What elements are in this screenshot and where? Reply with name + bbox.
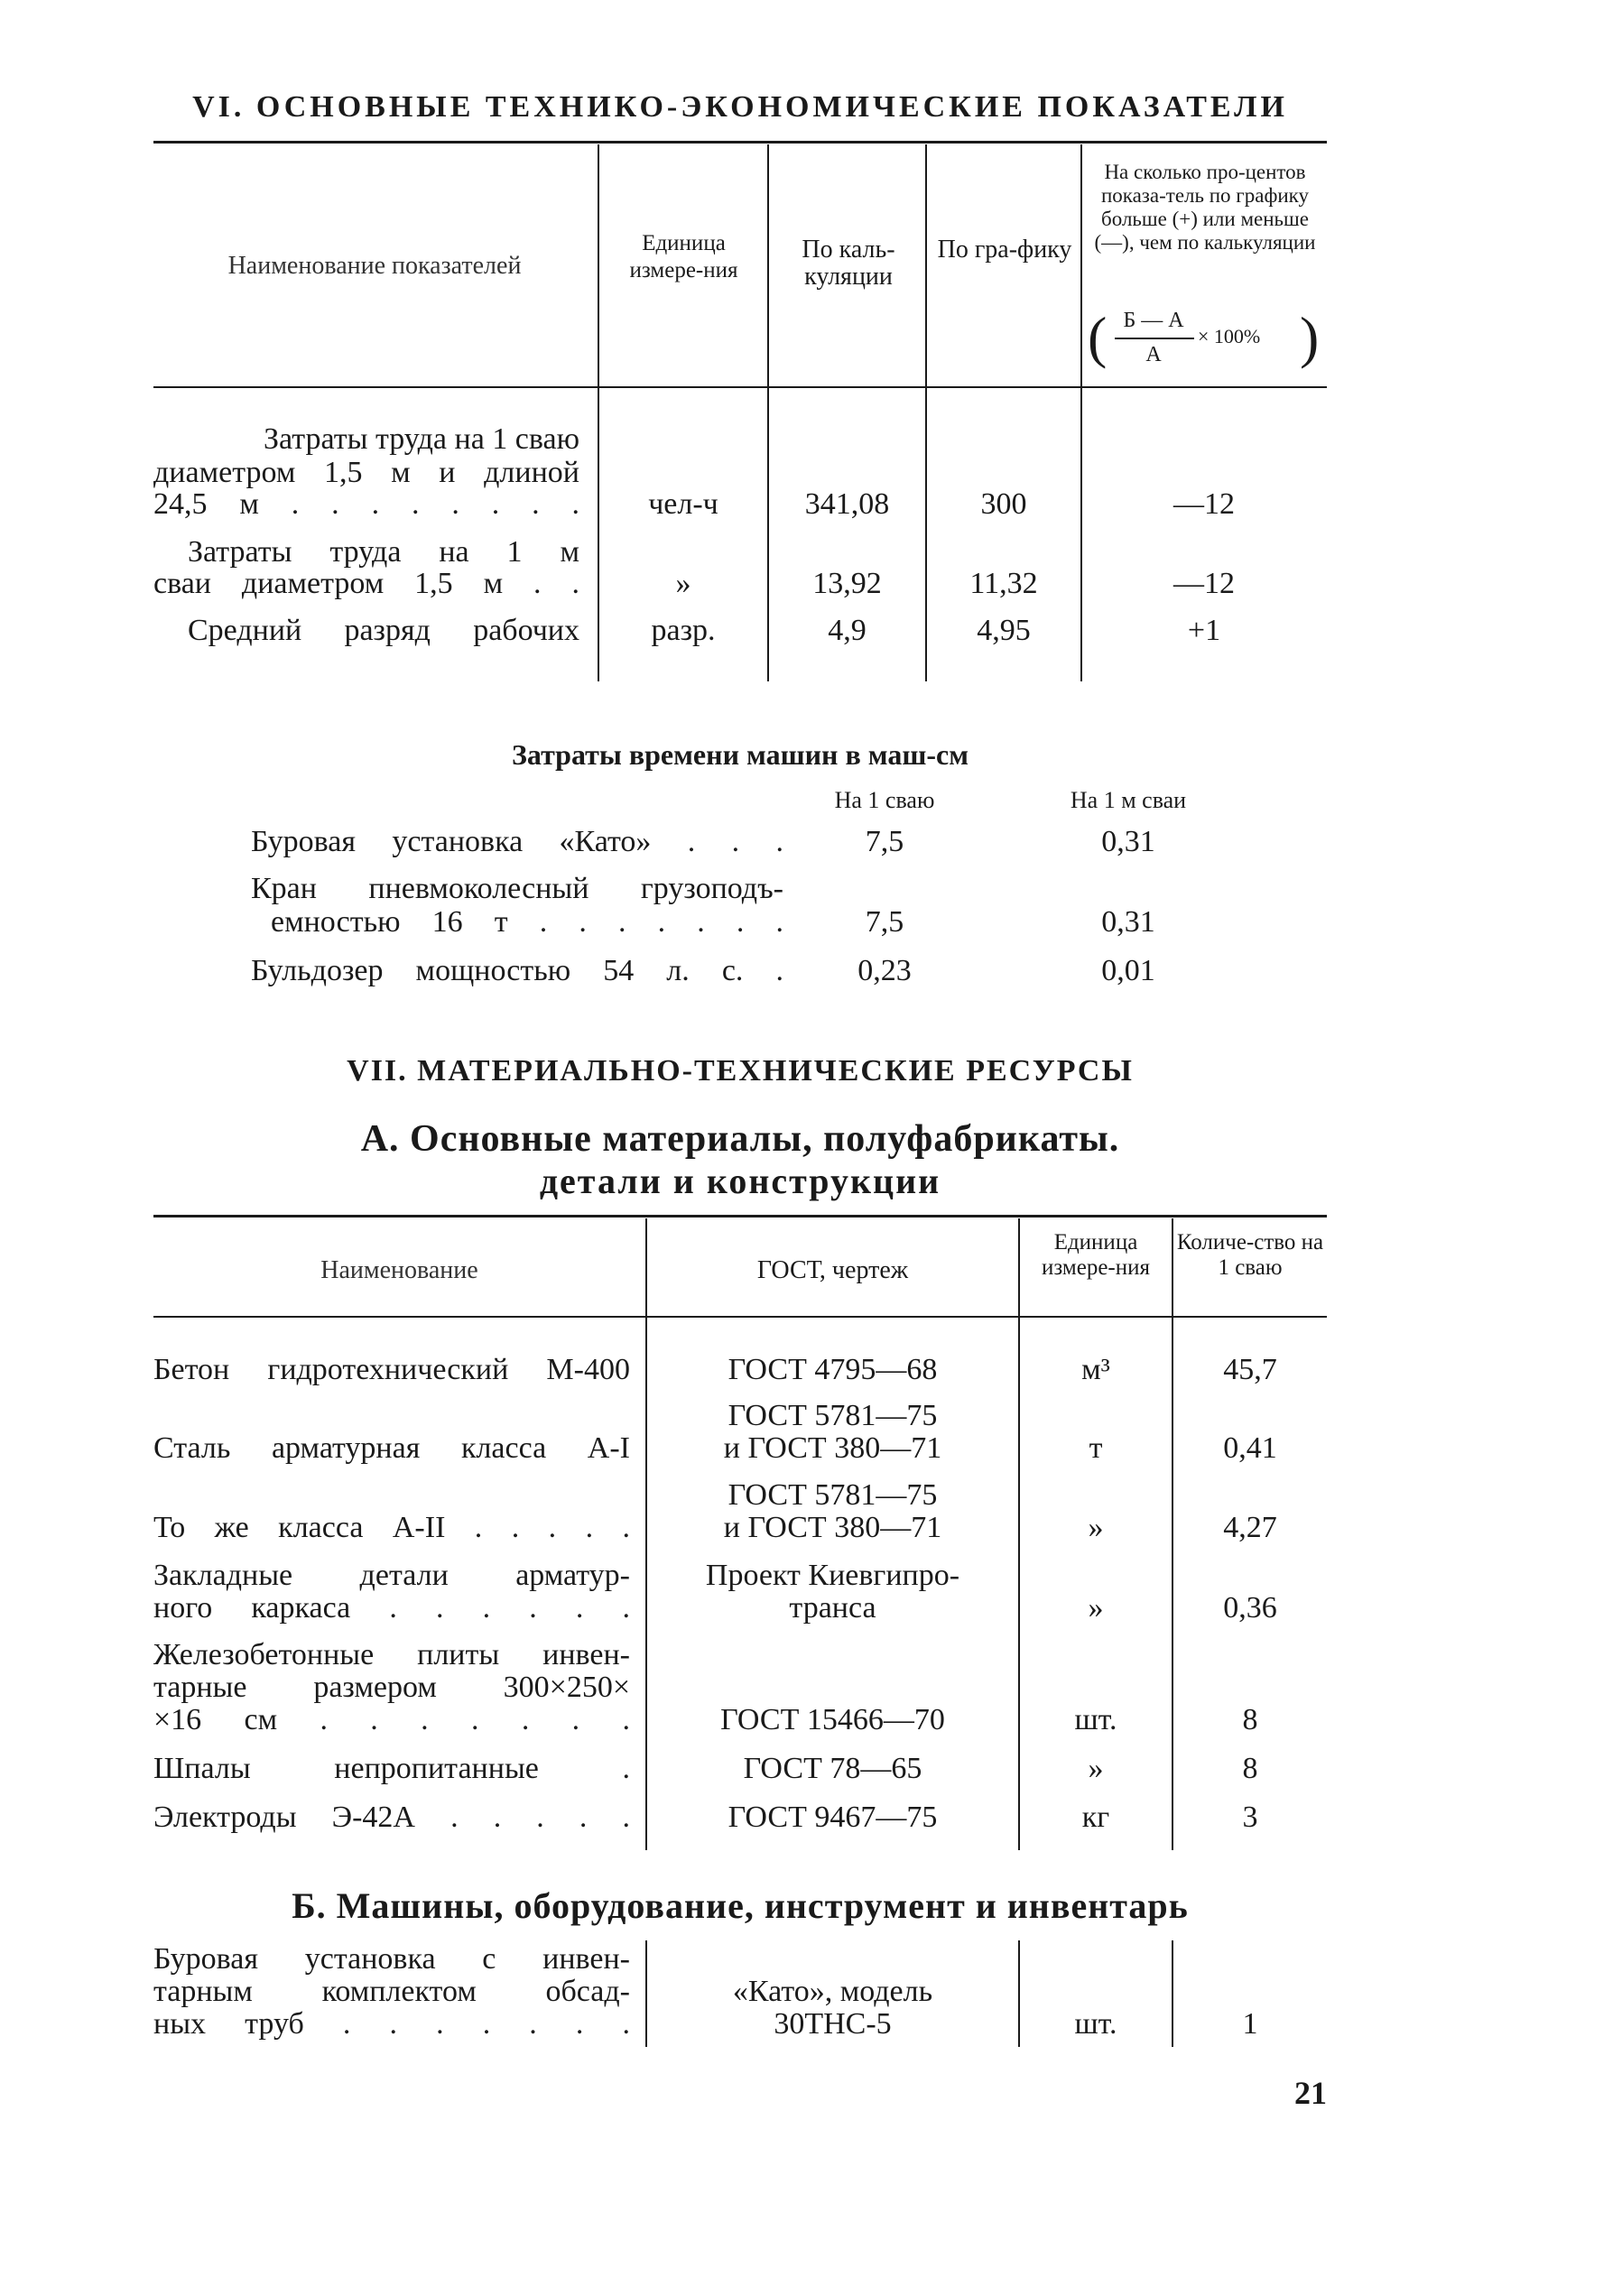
table1-header-unit: Единица измере-ния — [629, 231, 738, 282]
table1-row2-name-l1: Затраты труда на 1 м — [188, 535, 579, 569]
table2-row6-gost: ГОСТ 78—65 — [743, 1752, 922, 1785]
table1-row1-calc: 341,08 — [804, 487, 890, 521]
table1-formula — [1088, 307, 1322, 379]
formula-denominator: А — [1145, 343, 1162, 366]
table2-row1-qty: 45,7 — [1223, 1353, 1277, 1386]
table2-row1-gost: ГОСТ 4795—68 — [728, 1353, 938, 1386]
table1-header-rule — [153, 386, 1327, 388]
table2-top-rule — [153, 1215, 1327, 1217]
table2-header-qty: Количе-ство на 1 сваю — [1176, 1230, 1324, 1280]
table1-row1-unit: чел-ч — [648, 487, 718, 521]
table2-row4-name-l1: Закладные детали арматур- — [153, 1559, 630, 1592]
table2-row2-gost-l2: и ГОСТ 380—71 — [723, 1431, 942, 1465]
table2-row3-name: То же класса А-II . . . . . — [153, 1511, 630, 1544]
table2-row5-name-l1: Железобетонные плиты инвен- — [153, 1638, 630, 1671]
formula-numerator: Б — А — [1123, 309, 1184, 332]
page-number: 21 — [1294, 2075, 1327, 2111]
table1-row2-graph: 11,32 — [969, 567, 1038, 600]
table2-header-rule — [153, 1316, 1327, 1318]
section7-subB: Б. Машины, оборудование, инструмент и инвентарь — [292, 1885, 1189, 1926]
machines-row2-name-l2: емностью 16 т . . . . . . . — [271, 905, 783, 939]
formula-paren-right: ) — [1300, 305, 1320, 369]
table1-row1-percent: —12 — [1173, 487, 1235, 521]
table1-row1-name-l1: Затраты труда на 1 сваю — [264, 422, 579, 456]
table2-row1-unit: м³ — [1081, 1353, 1110, 1386]
table2-row4-name-l2: ного каркаса . . . . . . — [153, 1591, 630, 1625]
formula-bar — [1115, 338, 1194, 339]
table2-row7-name: Электроды Э-42А . . . . . — [153, 1801, 630, 1834]
machines-row1-v2: 0,31 — [1101, 825, 1155, 858]
formula-paren-left: ( — [1088, 305, 1108, 369]
table2-row2-name: Сталь арматурная класса А-I — [153, 1431, 630, 1465]
machines-col2-header: На 1 м сваи — [1070, 787, 1187, 813]
table2-row4-gost-l1: Проект Киевгипро- — [705, 1559, 960, 1592]
table3-row1-name-l3: ных труб . . . . . . . — [153, 2007, 630, 2041]
table2-row2-unit: т — [1089, 1431, 1103, 1465]
section7-title: VII. МАТЕРИАЛЬНО-ТЕХНИЧЕСКИЕ РЕСУРСЫ — [347, 1054, 1134, 1088]
table1-top-rule — [153, 141, 1327, 144]
table1-row1-name-l2: диаметром 1,5 м и длиной — [153, 456, 579, 489]
table1-header-name: Наименование показателей — [227, 252, 522, 280]
table2-row4-gost-l2: транса — [789, 1591, 876, 1625]
table1-row2-name-l2: сваи диаметром 1,5 м . . — [153, 567, 579, 600]
table2-row5-qty: 8 — [1242, 1703, 1258, 1736]
formula-multiplier: × 100% — [1198, 325, 1261, 347]
table1-row2-calc: 13,92 — [812, 567, 882, 600]
table2-row3-qty: 4,27 — [1223, 1511, 1277, 1544]
table3-row1-qty: 1 — [1242, 2007, 1258, 2041]
table2-row3-gost-l1: ГОСТ 5781—75 — [728, 1478, 938, 1512]
table3-row1-gost-l1: «Като», модель — [732, 1975, 933, 2008]
table2-row4-qty: 0,36 — [1223, 1591, 1277, 1625]
table3-row1-unit: шт. — [1074, 2007, 1117, 2041]
table2-header-gost: ГОСТ, чертеж — [756, 1256, 909, 1284]
section6-title: VI. ОСНОВНЫЕ ТЕХНИКО-ЭКОНОМИЧЕСКИЕ ПОКАЗАТЕЛИ — [192, 90, 1288, 124]
table3-row1-name-l1: Буровая установка с инвен- — [153, 1942, 630, 1976]
table1-header-graph: По гра-фику — [937, 236, 1072, 264]
table2-row3-unit: » — [1088, 1511, 1104, 1544]
machines-row3-v1: 0,23 — [857, 954, 912, 987]
table2-row2-gost-l1: ГОСТ 5781—75 — [728, 1399, 938, 1432]
machines-row1-v1: 7,5 — [865, 825, 904, 858]
table2-row5-gost: ГОСТ 15466—70 — [720, 1703, 945, 1736]
table2-row6-qty: 8 — [1242, 1752, 1258, 1785]
table1-row3-calc: 4,9 — [828, 614, 867, 647]
table2-row7-qty: 3 — [1242, 1801, 1258, 1834]
table1-row1-name-l3: 24,5 м . . . . . . . . — [153, 487, 579, 521]
table2-row5-unit: шт. — [1074, 1703, 1117, 1736]
section7-subA-l2: детали и конструкции — [539, 1161, 941, 1201]
table2-header-name: Наименование — [320, 1256, 478, 1284]
table2-row4-unit: » — [1088, 1591, 1104, 1625]
table2-row7-unit: кг — [1081, 1801, 1110, 1834]
table1-row2-percent: —12 — [1173, 567, 1235, 600]
machines-title: Затраты времени машин в маш-см — [512, 738, 969, 771]
table1-row3-unit: разр. — [651, 614, 716, 647]
section7-subA-l1: А. Основные материалы, полуфабрикаты. — [360, 1118, 1120, 1160]
machines-row2-v1: 7,5 — [865, 905, 904, 939]
table2-row6-unit: » — [1088, 1752, 1104, 1785]
table1-header-percent: На сколько про-центов показа-тель по графику больше (+) или меньше (—), чем по калькуляции — [1094, 161, 1316, 254]
machines-col1-header: На 1 сваю — [834, 787, 935, 813]
table2-row2-qty: 0,41 — [1223, 1431, 1277, 1465]
table2-row5-name-l2: тарные размером 300×250× — [153, 1671, 630, 1704]
table1-row3-graph: 4,95 — [977, 614, 1031, 647]
table1-row2-unit: » — [675, 567, 691, 600]
table2-row1-name: Бетон гидротехнический М-400 — [153, 1353, 630, 1386]
machines-row1-name: Буровая установка «Като» . . . — [251, 825, 783, 858]
machines-row3-name: Бульдозер мощностью 54 л. с. . — [251, 954, 783, 987]
table2-row7-gost: ГОСТ 9467—75 — [728, 1801, 938, 1834]
table1-row1-graph: 300 — [980, 487, 1027, 521]
table1-row3-name-l1: Средний разряд рабочих — [188, 614, 579, 647]
table2-header-unit: Единица измере-ния — [1042, 1230, 1150, 1280]
table2-row6-name: Шпалы непропитанные . — [153, 1752, 630, 1785]
table2-row3-gost-l2: и ГОСТ 380—71 — [723, 1511, 942, 1544]
machines-row3-v2: 0,01 — [1101, 954, 1155, 987]
table1-row3-percent: +1 — [1187, 614, 1221, 647]
machines-row2-v2: 0,31 — [1101, 905, 1155, 939]
table3-row1-gost-l2: 30THC-5 — [774, 2007, 892, 2041]
table2-row5-name-l3: ×16 см . . . . . . . — [153, 1703, 630, 1736]
table1-header-calc: По каль-куляции — [802, 236, 895, 291]
machines-row2-name-l1: Кран пневмоколесный грузоподъ- — [251, 872, 783, 905]
table3-row1-name-l2: тарным комплектом обсад- — [153, 1975, 630, 2008]
